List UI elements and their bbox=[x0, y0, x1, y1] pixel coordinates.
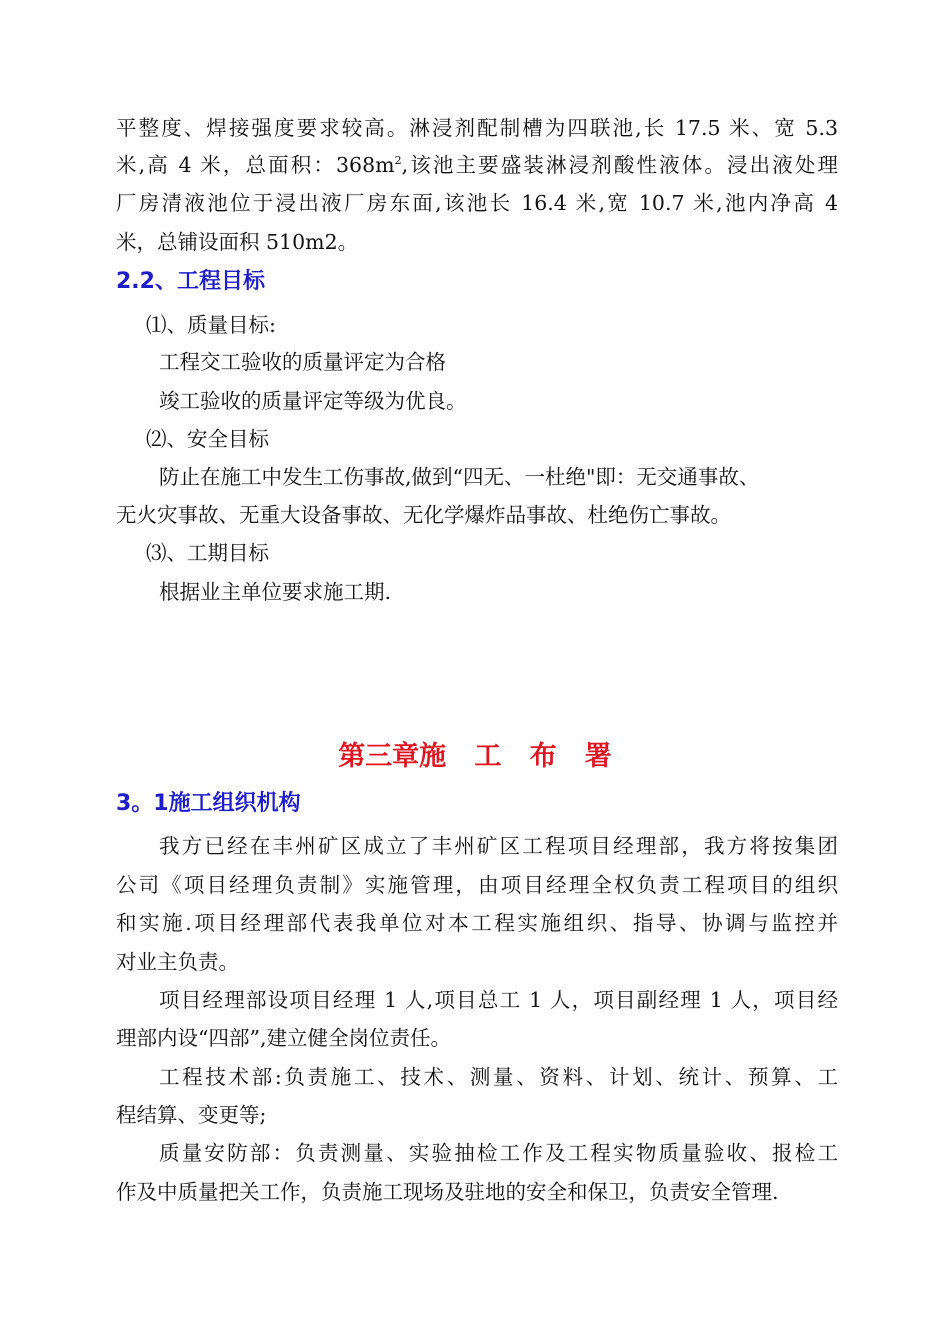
chapter-title: 第三章施 工 布 署 bbox=[338, 741, 612, 772]
schedule-goal-text: 根据业主单位要求施工期. bbox=[159, 580, 392, 604]
para4-line-1: 质量安防部：负责测量、实验抽检工作及工程实物质量验收、报检工 bbox=[159, 1141, 838, 1165]
para2-line-1: 项目经理部设项目经理 1 人,项目总工 1 人，项目副经理 1 人，项目经 bbox=[159, 988, 838, 1012]
para3-line-2: 程结算、变更等; bbox=[116, 1103, 267, 1127]
quality-goal-item-1: 工程交工验收的质量评定为合格 bbox=[159, 350, 446, 374]
section-3-1-heading: 3。1施工组织机构 bbox=[116, 791, 301, 816]
para1-line-3: 和实施.项目经理部代表我单位对本工程实施组织、指导、协调与监控并 bbox=[116, 911, 838, 935]
intro-line-3: 厂房清液池位于浸出液厂房东面,该池长 16.4 米,宽 10.7 米,池内净高 4 bbox=[116, 191, 838, 215]
schedule-goal-label: ⑶、工期目标 bbox=[146, 541, 269, 565]
section-2-2-heading: 2.2、工程目标 bbox=[116, 269, 265, 294]
quality-goal-label: ⑴、质量目标: bbox=[146, 313, 276, 337]
quality-goal-item-2: 竣工验收的质量评定等级为优良。 bbox=[159, 389, 467, 413]
intro-line-1: 平整度、焊接强度要求较高。淋浸剂配制槽为四联池,长 17.5 米、宽 5.3 bbox=[116, 116, 838, 140]
para1-line-2: 公司《项目经理负责制》实施管理，由项目经理全权负责工程项目的组织 bbox=[116, 873, 838, 897]
para1-line-1: 我方已经在丰州矿区成立了丰州矿区工程项目经理部，我方将按集团 bbox=[159, 834, 838, 858]
safety-goal-line-1: 防止在施工中发生工伤事故,做到“四无、一杜绝"即：无交通事故、 bbox=[159, 465, 760, 489]
para1-line-4: 对业主负责。 bbox=[116, 950, 239, 974]
safety-goal-line-2: 无火灾事故、无重大设备事故、无化学爆炸品事故、杜绝伤亡事故。 bbox=[116, 503, 731, 527]
para4-line-2: 作及中质量把关工作，负责施工现场及驻地的安全和保卫，负责安全管理. bbox=[116, 1180, 779, 1204]
para3-line-1: 工程技术部:负责施工、技术、测量、资料、计划、统计、预算、工 bbox=[159, 1065, 838, 1089]
intro-line-4: 米，总铺设面积 510m2。 bbox=[116, 230, 359, 254]
area-superscript: 2 bbox=[394, 154, 402, 168]
intro-line-2-before: 米,高 4 米，总面积：368m bbox=[116, 153, 395, 177]
para2-line-2: 理部内设“四部”,建立健全岗位责任。 bbox=[116, 1026, 451, 1050]
safety-goal-label: ⑵、安全目标 bbox=[146, 427, 269, 451]
intro-line-2-after: ,该池主要盛装淋浸剂酸性液体。浸出液处理 bbox=[401, 153, 838, 177]
intro-line-2 bbox=[116, 151, 838, 179]
